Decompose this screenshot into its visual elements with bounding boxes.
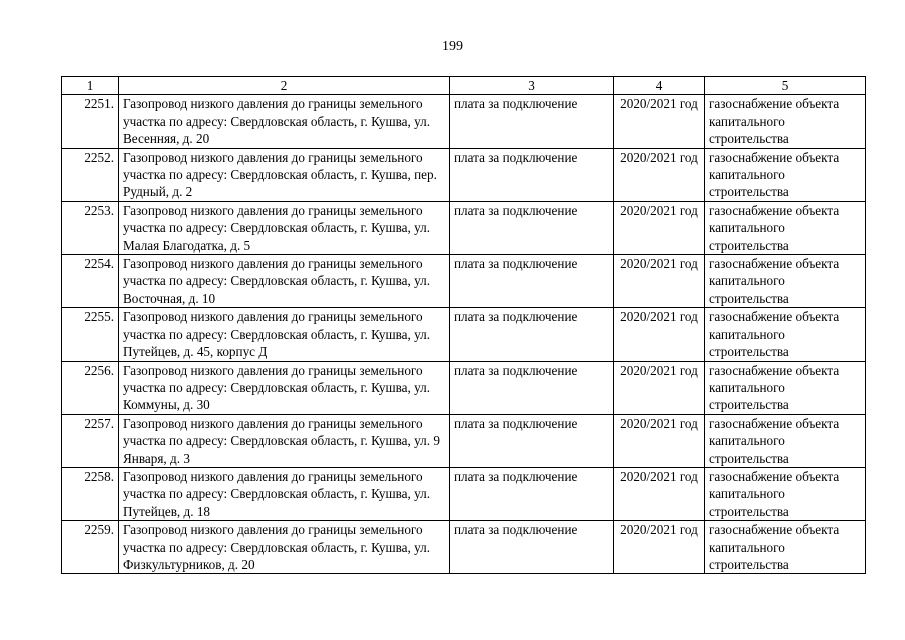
purpose: газоснабжение объекта капитального строительства	[705, 201, 866, 254]
funding-source: плата за подключение	[450, 308, 614, 361]
purpose: газоснабжение объекта капитального строительства	[705, 521, 866, 574]
period: 2020/2021 год	[614, 95, 705, 148]
table-row	[62, 467, 866, 520]
table-row	[62, 521, 866, 574]
row-number: 2255.	[62, 308, 119, 361]
purpose: газоснабжение объекта капитального строительства	[705, 467, 866, 520]
table-row	[62, 255, 866, 308]
row-number: 2256.	[62, 361, 119, 414]
funding-source: плата за подключение	[450, 467, 614, 520]
table-row	[62, 148, 866, 201]
table-header	[62, 77, 866, 95]
object-name: Газопровод низкого давления до границы земельного участка по адресу: Свердловская область, г. Кушва, ул. Путейцев, д. 45, корпус Д	[119, 308, 450, 361]
period: 2020/2021 год	[614, 308, 705, 361]
row-number: 2257.	[62, 414, 119, 467]
table-body	[62, 95, 866, 574]
funding-source: плата за подключение	[450, 201, 614, 254]
object-name: Газопровод низкого давления до границы земельного участка по адресу: Свердловская область, г. Кушва, ул. Малая Благодатка, д. 5	[119, 201, 450, 254]
funding-source: плата за подключение	[450, 361, 614, 414]
object-name: Газопровод низкого давления до границы земельного участка по адресу: Свердловская область, г. Кушва, пер. Рудный, д. 2	[119, 148, 450, 201]
row-number: 2258.	[62, 467, 119, 520]
page-number: 199	[442, 39, 463, 54]
period: 2020/2021 год	[614, 148, 705, 201]
table-row	[62, 361, 866, 414]
table-row	[62, 201, 866, 254]
row-number: 2259.	[62, 521, 119, 574]
column-header-3: 3	[450, 77, 614, 95]
period: 2020/2021 год	[614, 467, 705, 520]
period: 2020/2021 год	[614, 255, 705, 308]
row-number: 2254.	[62, 255, 119, 308]
table-row	[62, 95, 866, 148]
object-name: Газопровод низкого давления до границы земельного участка по адресу: Свердловская область, г. Кушва, ул. Коммуны, д. 30	[119, 361, 450, 414]
purpose: газоснабжение объекта капитального строительства	[705, 255, 866, 308]
registry-table	[61, 76, 866, 574]
funding-source: плата за подключение	[450, 521, 614, 574]
period: 2020/2021 год	[614, 201, 705, 254]
purpose: газоснабжение объекта капитального строительства	[705, 95, 866, 148]
table-row	[62, 414, 866, 467]
column-header-5: 5	[705, 77, 866, 95]
header-row	[62, 77, 866, 95]
column-header-1: 1	[62, 77, 119, 95]
row-number: 2251.	[62, 95, 119, 148]
purpose: газоснабжение объекта капитального строительства	[705, 308, 866, 361]
purpose: газоснабжение объекта капитального строительства	[705, 361, 866, 414]
object-name: Газопровод низкого давления до границы земельного участка по адресу: Свердловская область, г. Кушва, ул. Восточная, д. 10	[119, 255, 450, 308]
period: 2020/2021 год	[614, 361, 705, 414]
funding-source: плата за подключение	[450, 414, 614, 467]
purpose: газоснабжение объекта капитального строительства	[705, 148, 866, 201]
period: 2020/2021 год	[614, 414, 705, 467]
funding-source: плата за подключение	[450, 148, 614, 201]
table-row	[62, 308, 866, 361]
column-header-2: 2	[119, 77, 450, 95]
object-name: Газопровод низкого давления до границы земельного участка по адресу: Свердловская область, г. Кушва, ул. Путейцев, д. 18	[119, 467, 450, 520]
funding-source: плата за подключение	[450, 95, 614, 148]
row-number: 2252.	[62, 148, 119, 201]
object-name: Газопровод низкого давления до границы земельного участка по адресу: Свердловская область, г. Кушва, ул. Физкультурников, д. 20	[119, 521, 450, 574]
row-number: 2253.	[62, 201, 119, 254]
column-header-4: 4	[614, 77, 705, 95]
object-name: Газопровод низкого давления до границы земельного участка по адресу: Свердловская область, г. Кушва, ул. Весенняя, д. 20	[119, 95, 450, 148]
purpose: газоснабжение объекта капитального строительства	[705, 414, 866, 467]
object-name: Газопровод низкого давления до границы земельного участка по адресу: Свердловская область, г. Кушва, ул. 9 Января, д. 3	[119, 414, 450, 467]
period: 2020/2021 год	[614, 521, 705, 574]
funding-source: плата за подключение	[450, 255, 614, 308]
